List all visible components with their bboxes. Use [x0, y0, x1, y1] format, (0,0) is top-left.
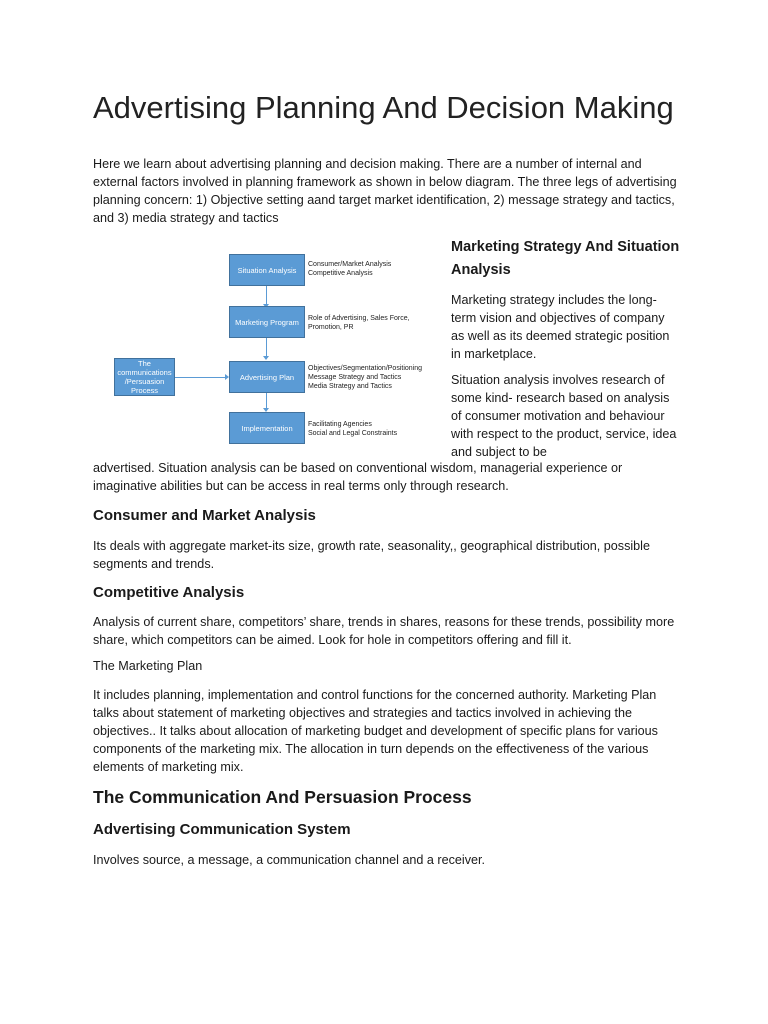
implementation-box: Implementation [229, 412, 305, 444]
marketing-program-label: Role of Advertising, Sales Force, Promotion, PR [308, 315, 410, 331]
communication-process-box: The communications /Persuasion Process [114, 358, 175, 396]
connector-line [266, 390, 267, 410]
advertising-plan-box: Advertising Plan [229, 361, 305, 393]
advertising-communication-heading: Advertising Communication System [93, 821, 351, 838]
sidebar-paragraph-situation: Situation analysis involves research of some kind- research based on analysis of consumer motivation and behaviour with respect to the product, service, idea and subject to be [451, 373, 677, 459]
planning-framework-diagram [112, 248, 442, 448]
page-title: Advertising Planning And Decision Making [93, 90, 674, 125]
marketing-program-box: Marketing Program [229, 306, 305, 338]
connector-line [266, 338, 267, 358]
marketing-plan-paragraph: It includes planning, implementation and control functions for the concerned authority. Marketing Plan talks about statement of marketing objectives and strategies and tactics involved in achieving the objectives.. It talks about allocation of marketing budget and development of specific plans for various components of the marketing mix. The allocation in turn depends on the effectiveness of the various elements of marketing mix. [93, 688, 658, 774]
situation-analysis-box: Situation Analysis [229, 254, 305, 286]
competitive-analysis-heading: Competitive Analysis [93, 584, 245, 601]
connector-line [266, 286, 267, 306]
communication-process-heading: The Communication And Persuasion Process [93, 787, 472, 807]
advertising-plan-label: Objectives/Segmentation/Positioning Message Strategy and Tactics Media Strategy and Tactics [308, 365, 423, 390]
advertising-communication-paragraph: Involves source, a message, a communication channel and a receiver. [93, 853, 486, 867]
situation-continued-paragraph: advertised. Situation analysis can be based on conventional wisdom, managerial experience or imaginative abilities but can be access in real terms only through research. [93, 461, 623, 493]
consumer-market-paragraph: Its deals with aggregate market-its size, growth rate, seasonality,, geographical distribution, possible segments and trends. [93, 539, 650, 571]
intro-paragraph: Here we learn about advertising planning and decision making. There are a number of internal and external factors involved in planning framework as shown in below diagram. The three legs of advertising planning concern: 1) Objective setting aand target market identification, 2) message strategy and tactics, and 3) media strategy and tactics [93, 157, 677, 225]
sidebar-heading: Marketing Strategy And Situation Analysis [451, 239, 680, 278]
situation-label: Consumer/Market Analysis Competitive Analysis [308, 261, 392, 277]
implementation-label: Facilitating Agencies Social and Legal Constraints [308, 421, 398, 437]
competitive-analysis-paragraph: Analysis of current share, competitors’ share, trends in shares, reasons for these trends, possibility more share, which competitors can be aimed. Look for hole in competitors offering and fill it. [93, 615, 675, 647]
arrow-down-icon [263, 356, 269, 360]
consumer-market-heading: Consumer and Market Analysis [93, 507, 316, 524]
sidebar-paragraph-strategy: Marketing strategy includes the long-term vision and objectives of company as well as its deemed strategic position in marketplace. [451, 293, 670, 361]
marketing-plan-heading: The Marketing Plan [93, 659, 203, 673]
connector-line [175, 377, 227, 378]
